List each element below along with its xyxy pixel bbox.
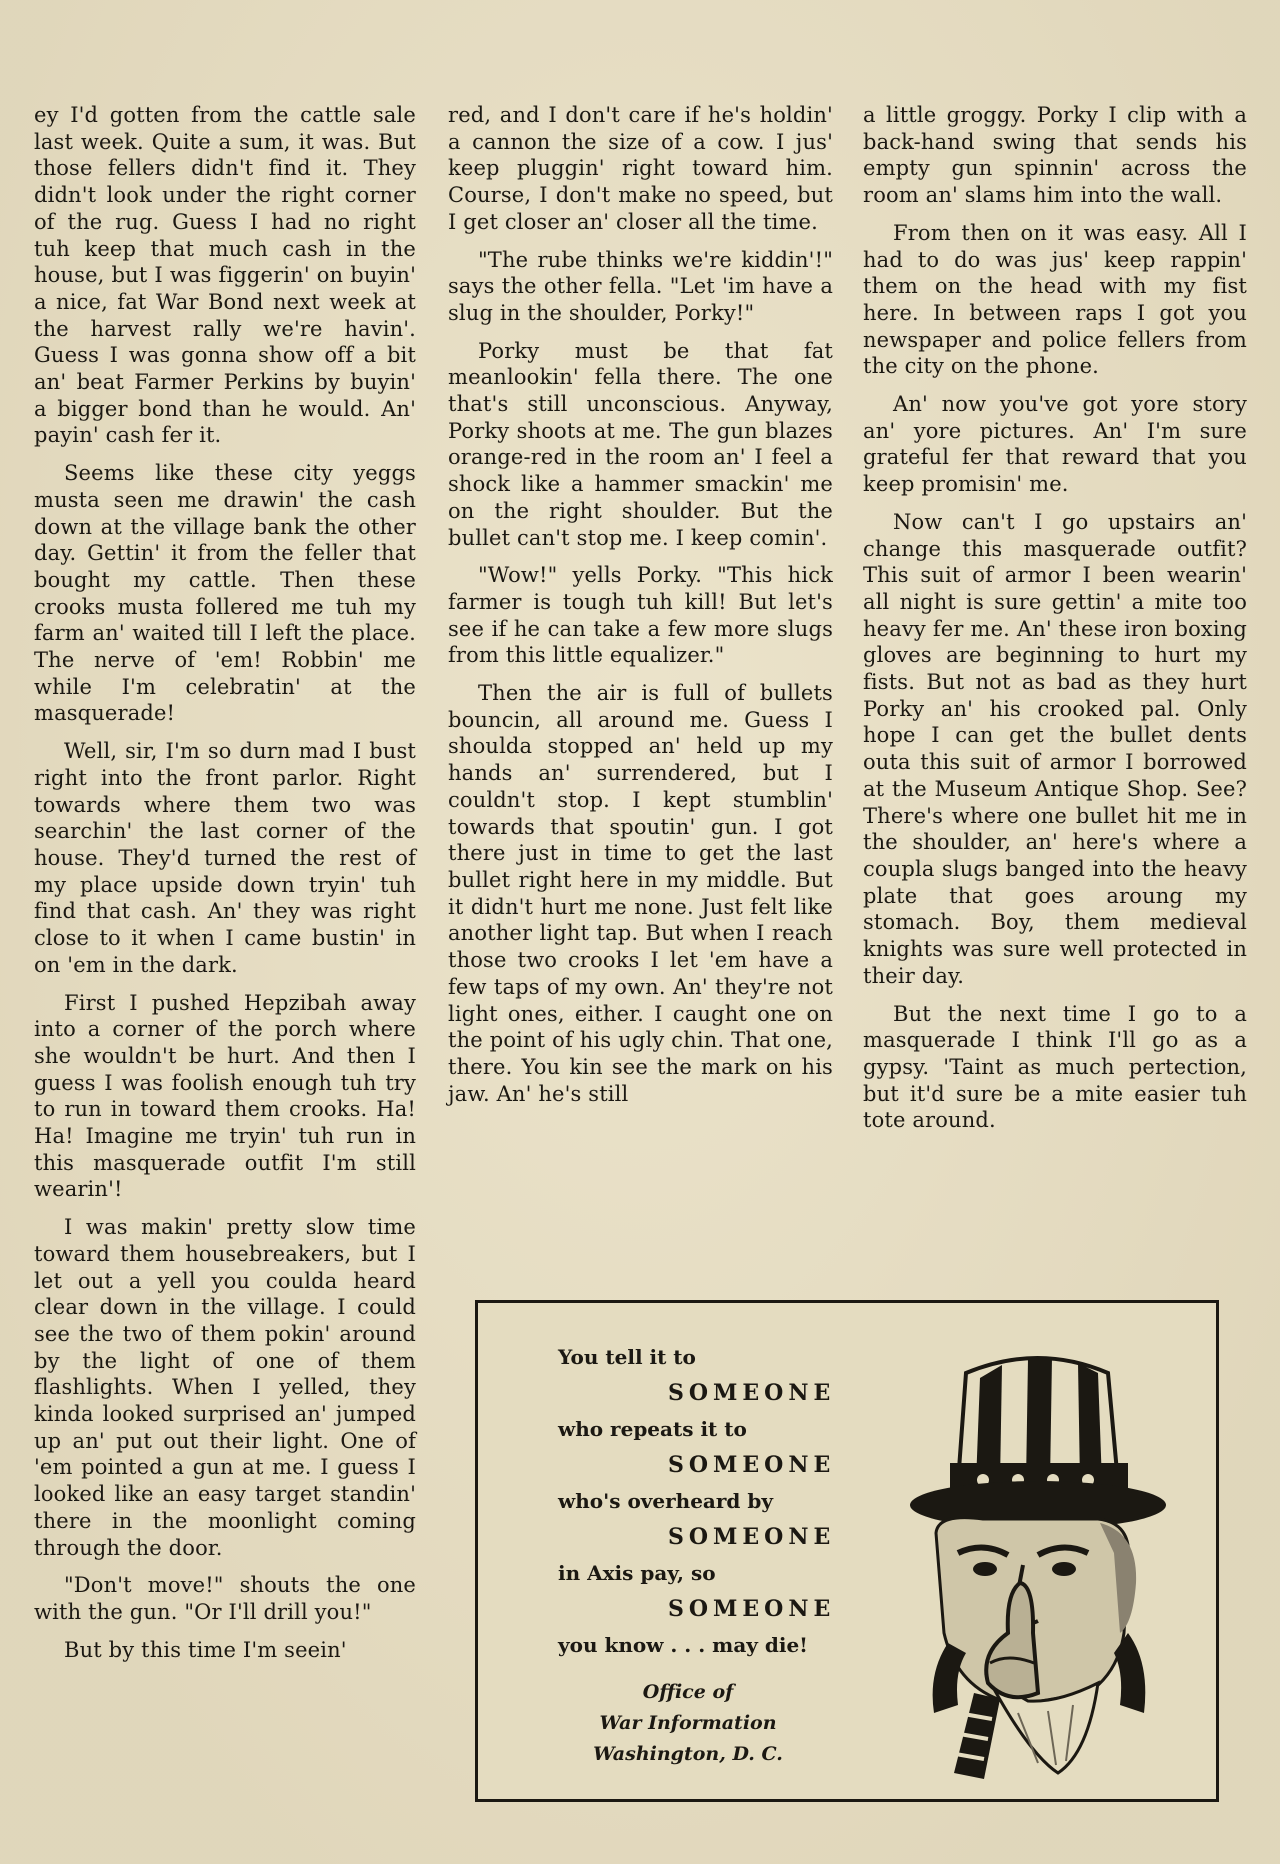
ad-someone: SOMEONE <box>668 1452 836 1478</box>
paragraph: "Wow!" yells Porky. "This hick farmer is tough tuh kill! But let's see if he can take a few more slugs from this little equalizer." <box>448 563 833 668</box>
ad-signature <box>538 1677 838 1770</box>
paragraph: First I pushed Hepzibah away into a corner of the porch where she wouldn't be hurt. And then I guess I was foolish enough tuh try to run in toward them crooks. Ha! Ha! Imagine me tryin' tuh run in this masquerade outfit I'm still wearin'! <box>34 990 416 1202</box>
paragraph: But the next time I go to a masquerade I think I'll go as a gypsy. 'Taint as much pertection, but it'd sure be a mite easier tuh tote around. <box>863 1001 1247 1133</box>
paragraph: Porky must be that fat meanlookin' fella there. The one that's still unconscious. Anyway, Porky shoots at me. The gun blazes orange-red in the room an' I feel a shock like a hammer smackin' me on the right shoulder. But the bullet can't stop me. I keep comin'. <box>448 338 833 550</box>
sig-agency: War Information <box>599 1712 777 1734</box>
paragraph: I was makin' pretty slow time toward them housebreakers, but I let out a yell you coulda heard clear down in the village. I could see the two of them pokin' around by the light of one of them flashlights. When I yelled, they kinda looked surprised an' jumped up an' put out their light. One of 'em pointed a gun at me. I guess I looked like an easy target standin' there in the moonlight coming through the door. <box>34 1215 416 1560</box>
paragraph: Then the air is full of bullets bouncin, all around me. Guess I shoulda stopped an' held up my hands an' surrendered, but I couldn't stop. I kept stumblin' towards that spoutin' gun. I got there just in time to get the last bullet right here in my middle. But it didn't hurt me none. Just felt like another light tap. But when I reach those two crooks I let 'em have a few taps of my own. An' they're not light ones, either. I caught one on the point of his ugly chin. That one, there. You kin see the mark on his jaw. An' he's still <box>448 681 833 1106</box>
paragraph: "The rube thinks we're kiddin'!" says the other fella. "Let 'im have a slug in the shoulder, Porky!" <box>448 247 833 325</box>
ad-line: in Axis pay, so <box>558 1561 716 1585</box>
paragraph: Seems like these city yeggs musta seen me drawin' the cash down at the village bank the other day. Gettin' it from the feller that bought my cattle. Then these crooks musta follered me tuh my farm an' waited till I left the place. The nerve of 'em! Robbin' me while I'm celebratin' at the masquerade! <box>34 461 416 726</box>
paragraph: a little groggy. Porky I clip with a back-hand swing that sends his empty gun spinnin' across the room an' slams him into the wall. <box>863 103 1247 208</box>
ad-someone: SOMEONE <box>668 1380 836 1406</box>
ad-someone: SOMEONE <box>668 1524 836 1550</box>
paragraph: An' now you've got yore story an' yore pictures. An' I'm sure grateful fer that reward that you keep promisin' me. <box>863 392 1247 497</box>
sig-location: Washington, D. C. <box>593 1743 783 1765</box>
paragraph: Now can't I go upstairs an' change this masquerade outfit? This suit of armor I been wearin' all night is sure gettin' a mite too heavy fer me. An' these iron boxing gloves are beginning to hurt my fists. But not as bad as they hurt Porky an' his crooked pal. Only hope I can get the bullet dents outa this suit of armor I borrowed at the Museum Antique Shop. See? There's where one bullet hit me in the shoulder, an' here's where a coupla slugs banged into the heavy plate that goes aroung my stomach. Boy, them medieval knights was sure well protected in their day. <box>863 509 1247 988</box>
paragraph: Well, sir, I'm so durn mad I bust right into the front parlor. Right towards where them two was searchin' the last corner of the house. They'd turned the rest of my place upside down tryin' tuh find that cash. An' they was right close to it when I came bustin' in on 'em in the dark. <box>34 739 416 977</box>
uncle-sam-shushing-icon <box>888 1333 1208 1793</box>
paragraph: From then on it was easy. All I had to do was jus' keep rappin' them on the head with my fist here. In between raps I got you newspaper and police fellers from the city on the phone. <box>863 220 1247 379</box>
war-information-ad <box>475 1300 1219 1802</box>
text-column-2 <box>448 102 833 1118</box>
paragraph: "Don't move!" shouts the one with the gun. "Or I'll drill you!" <box>34 1573 416 1624</box>
ad-message <box>558 1339 878 1663</box>
ad-line: who's overheard by <box>558 1489 773 1513</box>
text-column-3 <box>863 102 1247 1145</box>
ad-line: You tell it to <box>558 1345 696 1369</box>
ad-line: you know . . . may die! <box>558 1633 808 1657</box>
paragraph: red, and I don't care if he's holdin' a cannon the size of a cow. I jus' keep pluggin' right toward him. Course, I don't make no speed, but I get closer an' closer all the time. <box>448 103 833 234</box>
text-column-1 <box>34 102 416 1674</box>
ad-line: who repeats it to <box>558 1417 747 1441</box>
sig-office: Office of <box>642 1681 734 1703</box>
ad-someone: SOMEONE <box>668 1596 836 1622</box>
paragraph: ey I'd gotten from the cattle sale last week. Quite a sum, it was. But those fellers didn't find it. They didn't look under the right corner of the rug. Guess I had no right tuh keep that much cash in the house, but I was figgerin' on buyin' a nice, fat War Bond next week at the harvest rally we're havin'. Guess I was gonna show off a bit an' beat Farmer Perkins by buyin' a bigger bond than he would. An' payin' cash fer it. <box>34 103 416 448</box>
paragraph: But by this time I'm seein' <box>64 1637 347 1662</box>
